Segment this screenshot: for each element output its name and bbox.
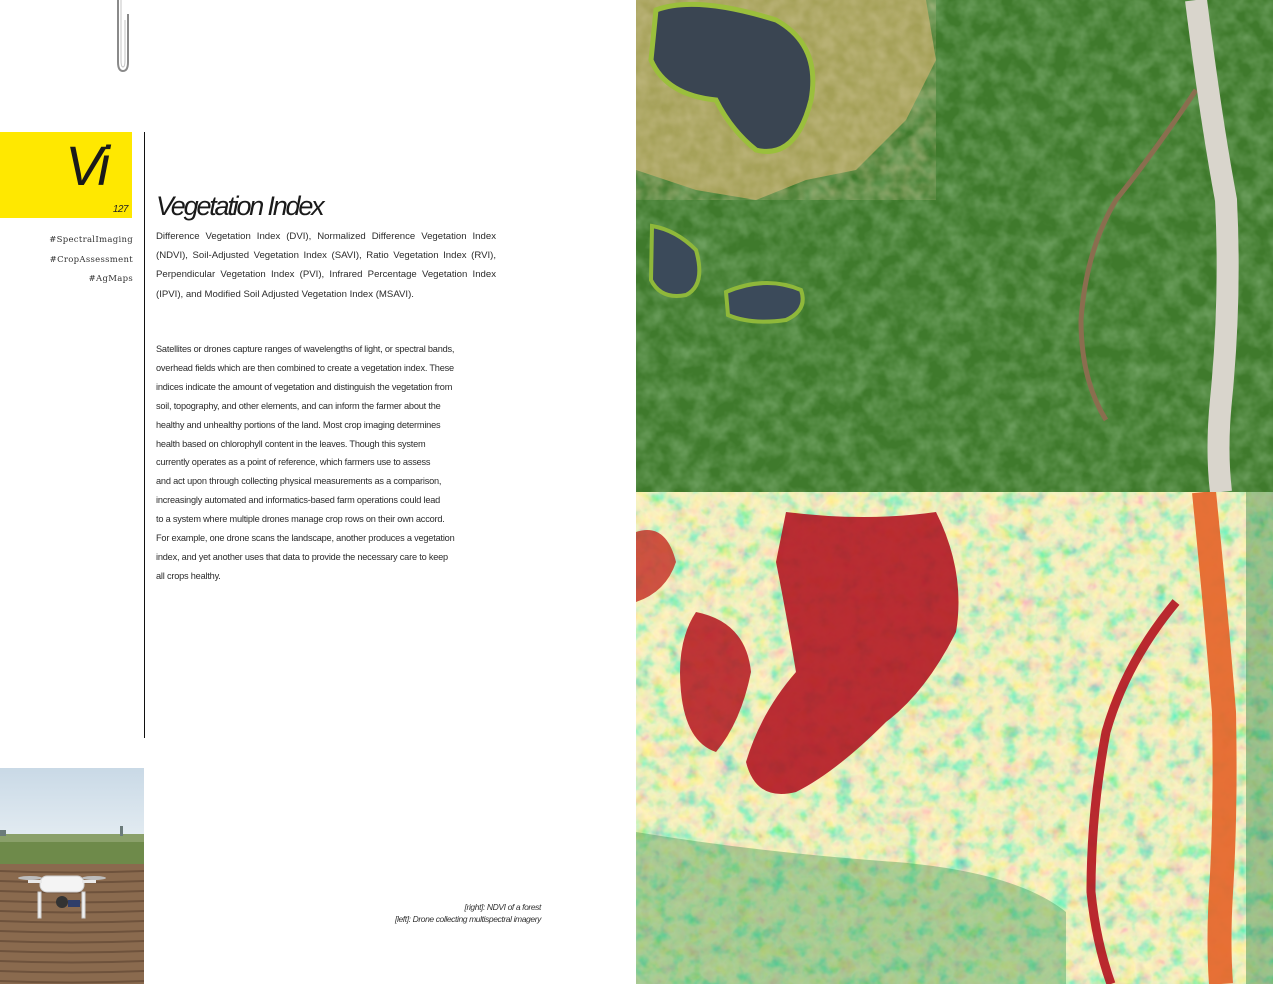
caption-right: [right]: NDVI of a forest <box>464 902 541 912</box>
hashtag: #SpectralImaging <box>49 235 133 245</box>
paragraph-line: currently operates as a point of reference, which farmers use to assess <box>156 457 431 468</box>
paragraph-line: healthy and unhealthy portions of the land. Most crop imaging determines <box>156 419 441 430</box>
paragraph-line: all crops healthy. <box>156 570 221 581</box>
ndvi-map-image <box>636 492 1273 984</box>
aerial-forest-photo <box>636 0 1273 492</box>
paragraph-line: index, and yet another uses that data to provide the necessary care to keep <box>156 551 448 562</box>
article-paragraph-indices: Difference Vegetation Index (DVI), Normalized Difference Vegetation Index (NDVI), Soil-Adjusted Vegetation Index (SAVI), Ratio Vegetation Index (RVI), Perpendicular Vegetation Index (PVI), Infrared Percentage Vegetation Index (IPVI), and Modified Soil Adjusted Vegetation Index (MSAVI). <box>156 231 496 300</box>
image-captions <box>395 901 541 925</box>
paragraph-line: overhead fields which are then combined to create a vegetation index. These <box>156 362 454 373</box>
paragraph-line: Satellites or drones capture ranges of wavelengths of light, or spectral bands, <box>156 344 455 354</box>
drone-photo <box>0 768 144 984</box>
hashtag-list <box>49 231 133 290</box>
paragraph-line: health based on chlorophyll content in the leaves. Though this system <box>156 438 426 449</box>
paragraph-line: soil, topography, and other elements, and can inform the farmer about the <box>156 400 441 411</box>
divider-line <box>144 132 145 738</box>
paragraph-line: increasingly automated and informatics-based farm operations could lead <box>156 495 441 506</box>
paperclip-icon <box>108 0 136 74</box>
page-number: 127 <box>112 204 128 215</box>
paragraph-line: For example, one drone scans the landscape, another produces a vegetation <box>156 533 455 544</box>
article-paragraph-body <box>156 340 506 586</box>
section-tag <box>0 132 132 218</box>
article-title: Vegetation Index <box>156 191 323 221</box>
caption-left: [left]: Drone collecting multispectral imagery <box>395 914 541 924</box>
paragraph-line: to a system where multiple drones manage crop rows on their own accord. <box>156 514 445 525</box>
section-tag-letters: Vi <box>65 134 106 197</box>
hashtag: #CropAssessment <box>49 254 133 265</box>
hashtag: #AgMaps <box>88 274 133 284</box>
paragraph-line: indices indicate the amount of vegetation and distinguish the vegetation from <box>156 381 453 392</box>
paragraph-line: and act upon through collecting physical measurements as a comparison, <box>156 476 442 487</box>
